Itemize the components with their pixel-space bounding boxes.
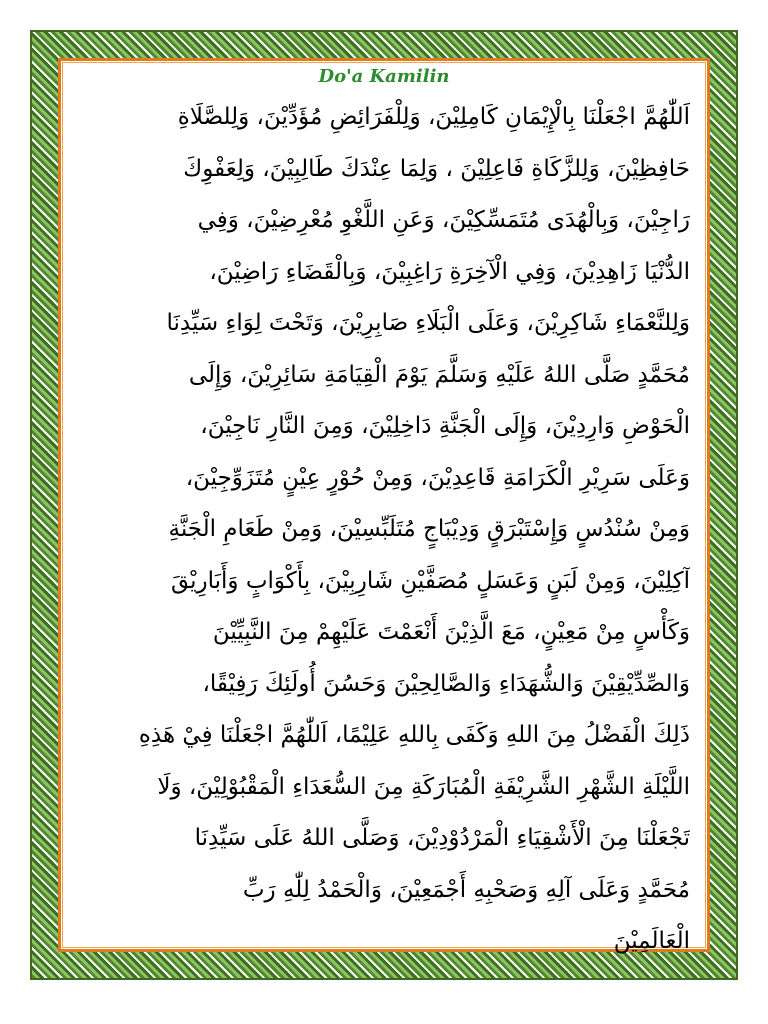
text-line: وَكَأْسٍ مِنْ مَعِيْنٍ، مَعَ الَّذِيْنَ أَنْعَمْتَ عَلَيْهِمْ مِنَ النَّبِيِّيْنَ xyxy=(212,619,690,645)
text-line: مُحَمَّدٍ صَلَّى اللهُ عَلَيْهِ وَسَلَّمَ يَوْمَ الْقِيَامَةِ سَائِرِيْنَ، وَإِلَى xyxy=(188,361,690,388)
text-line: حَافِظِيْنَ، وَلِلزَّكَاةِ فَاعِلِيْنَ ، وَلِمَا عِنْدَكَ طَالِبِيْنَ، وَلِعَفْوِكَ xyxy=(183,155,690,182)
text-line: ذَلِكَ الْفَضْلُ مِنَ اللهِ وَكَفَى بِاللهِ عَلِيْمًا، اَللّٰهُمَّ اجْعَلْنَا فِيْ هَذِهِ xyxy=(138,722,690,748)
text-line: مُحَمَّدٍ وَعَلَى آلِهِ وَصَحْبِهِ أَجْمَعِيْنَ، وَالْحَمْدُ لِلّٰهِ رَبِّ xyxy=(242,876,690,903)
document-title: Do'a Kamilin xyxy=(318,66,450,87)
text-line: الْحَوْضِ وَارِدِيْنَ، وَإِلَى الْجَنَّةِ دَاخِلِيْنَ، وَمِنَ النَّارِ نَاجِيْنَ، xyxy=(200,413,690,439)
text-line: اَللّٰهُمَّ اجْعَلْنَا بِالْإِيْمَانِ كَامِلِيْنَ، وَلِلْفَرَائِضِ مُؤَدِّيْنَ، وَلِلصَّلَاةِ xyxy=(177,104,690,130)
text-line: وَمِنْ سُنْدُسٍ وَإِسْتَبْرَقٍ وَدِيْبَاجٍ مُتَلَبِّسِيْنَ، وَمِنْ طَعَامِ الْجَنَّةِ xyxy=(168,516,690,542)
text-line: وَعَلَى سَرِيْرِ الْكَرَامَةِ قَاعِدِيْنَ، وَمِنْ حُوْرٍ عِيْنٍ مُتَزَوِّجِيْنَ، xyxy=(185,464,690,491)
text-line: الْعَالَمِيْنَ xyxy=(613,928,690,954)
text-line: وَلِلنَّعْمَاءِ شَاكِرِيْنَ، وَعَلَى الْبَلَاءِ صَابِرِيْنَ، وَتَحْتَ لِوَاءِ سَيِّدِنَا xyxy=(166,310,690,336)
text-line: وَالصِّدِّيْقِيْنَ وَالشُّهَدَاءِ وَالصَّالِحِيْنَ وَحَسُنَ أُولَئِكَ رَفِيْقًا، xyxy=(202,670,690,697)
prayer-text xyxy=(78,92,690,968)
text-line: الدُّنْيَا زَاهِدِيْنَ، وَفِي الْآخِرَةِ رَاغِبِيْنَ، وَبِالْقَضَاءِ رَاضِيْنَ، xyxy=(209,258,690,285)
text-line: رَاجِيْنَ، وَبِالْهُدَى مُتَمَسِّكِيْنَ، وَعَنِ اللَّغْوِ مُعْرِضِيْنَ، وَفِي xyxy=(197,207,690,233)
text-line: تَجْعَلْنَا مِنَ الْأَشْقِيَاءِ الْمَرْدُوْدِيْنَ، وَصَلَّى اللهُ عَلَى سَيِّدِنَا xyxy=(194,825,690,851)
text-line: اللَّيْلَةِ الشَّهْرِ الشَّرِيْفَةِ الْمُبَارَكَةِ مِنَ السُّعَدَاءِ الْمَقْبُوْلِيْنَ، وَلَا xyxy=(157,773,690,800)
text-line: آكِلِيْنَ، وَمِنْ لَبَنٍ وَعَسَلٍ مُصَفَّيْنِ شَارِبِيْنَ، بِأَكْوَابٍ وَأَبَارِيْقَ xyxy=(170,567,690,594)
